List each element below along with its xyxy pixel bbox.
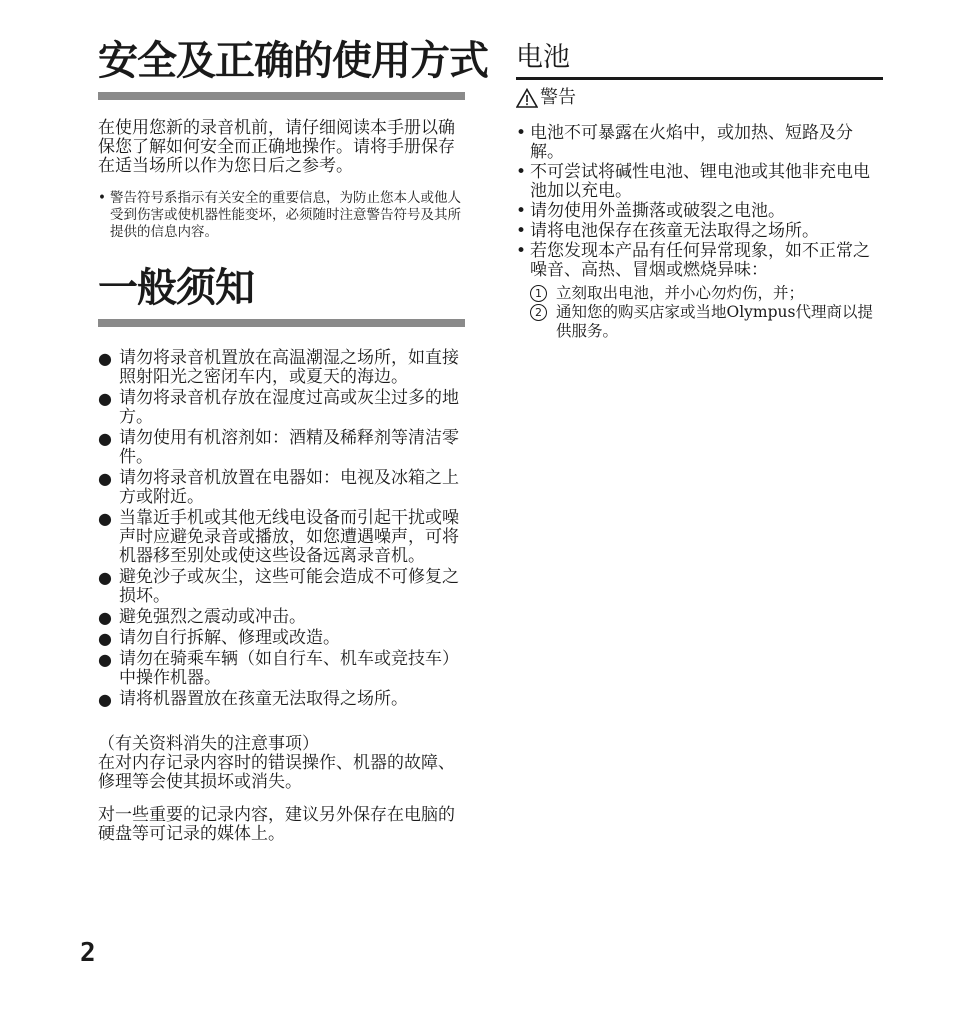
list-item: ● 当靠近手机或其他无线电设备而引起干扰或噪声时应避免录音或播放，如您遭遇噪声，可将机器移至别处或使这些设备远离录音机。 bbox=[98, 508, 459, 566]
backup-text: 对一些重要的记录内容，建议另外保存在电脑的硬盘等可记录的媒体上。 bbox=[98, 805, 455, 844]
abnormal-steps-list bbox=[530, 284, 883, 341]
section-divider bbox=[98, 92, 465, 100]
intro-paragraph: 在使用您新的录音机前，请仔细阅读本手册以确保您了解如何安全而正确地操作。请将手册保存在适当场所以作为您日后之参考。 bbox=[98, 118, 455, 176]
list-item: • 不可尝试将碱性电池、锂电池或其他非充电电池加以充电。 bbox=[516, 162, 870, 201]
warning-note bbox=[98, 190, 465, 241]
battery-divider bbox=[516, 77, 883, 80]
list-item: • 请将电池保存在孩童无法取得之场所。 bbox=[516, 221, 819, 241]
general-notes-title: 一般须知 bbox=[98, 265, 254, 311]
warning-heading bbox=[516, 86, 883, 110]
warning-label: 警告 bbox=[540, 87, 576, 108]
section-divider bbox=[98, 319, 465, 327]
battery-title: 电池 bbox=[516, 42, 570, 73]
list-item: ● 避免沙子或灰尘，这些可能会造成不可修复之损坏。 bbox=[98, 567, 459, 606]
list-item: • 电池不可暴露在火焰中，或加热、短路及分解。 bbox=[516, 123, 853, 162]
list-item: ● 请勿将录音机放置在电器如：电视及冰箱之上方或附近。 bbox=[98, 468, 459, 507]
general-notes-list bbox=[98, 349, 465, 709]
data-loss-text: 在对内存记录内容时的错误操作、机器的故障、修理等会使其损坏或消失。 bbox=[98, 753, 455, 792]
page-number: 2 bbox=[80, 938, 96, 968]
list-item: ● 请勿在骑乘车辆（如自行车、机车或竞技车）中操作机器。 bbox=[98, 649, 459, 688]
step-number: 1 bbox=[530, 285, 547, 302]
step-item: 2 通知您的购买店家或当地Olympus代理商以提供服务。 bbox=[530, 303, 883, 341]
note-bullet: • bbox=[98, 190, 106, 206]
list-item: ● 请勿将录音机存放在湿度过高或灰尘过多的地方。 bbox=[98, 388, 459, 427]
list-item: ● 请勿自行拆解、修理或改造。 bbox=[98, 628, 340, 648]
battery-warning-list bbox=[516, 124, 883, 280]
list-item: ● 请勿使用有机溶剂如：酒精及稀释剂等清洁零件。 bbox=[98, 428, 459, 467]
left-column bbox=[98, 38, 488, 844]
safety-title: 安全及正确的使用方式 bbox=[98, 38, 488, 84]
right-column bbox=[516, 42, 883, 341]
list-item: • 若您发现本产品有任何异常现象，如不正常之噪音、高热、冒烟或燃烧异味： bbox=[516, 241, 870, 280]
data-loss-heading: （有关资料消失的注意事项） bbox=[98, 734, 319, 754]
list-item: ● 请勿将录音机置放在高温潮湿之场所，如直接照射阳光之密闭车内，或夏天的海边。 bbox=[98, 348, 459, 387]
step-item: 1 立刻取出电池，并小心勿灼伤，并； bbox=[530, 284, 883, 303]
warning-triangle-icon bbox=[516, 88, 538, 108]
step-number: 2 bbox=[530, 304, 547, 321]
list-item: ● 避免强烈之震动或冲击。 bbox=[98, 607, 306, 627]
list-item: ● 请将机器置放在孩童无法取得之场所。 bbox=[98, 689, 408, 709]
warning-note-text: 警告符号系指示有关安全的重要信息，为防止您本人或他人受到伤害或使机器性能变坏，必须随时注意警告符号及其所提供的信息内容。 bbox=[110, 190, 461, 240]
list-item: • 请勿使用外盖撕落或破裂之电池。 bbox=[516, 201, 785, 221]
